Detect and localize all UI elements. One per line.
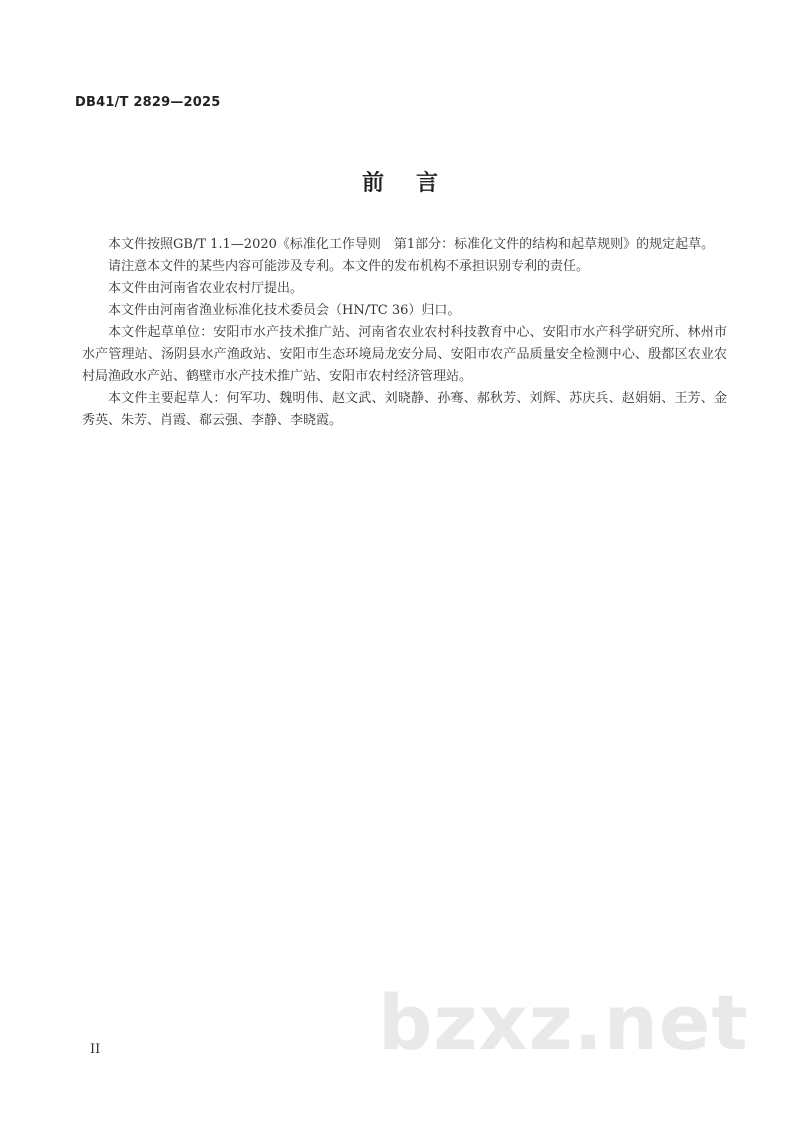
page-number: II [90,1042,101,1057]
foreword-body [82,234,727,432]
paragraph-drafters: 本文件主要起草人：何军功、魏明伟、赵文武、刘晓静、孙骞、郝秋芳、刘辉、苏庆兵、赵娟娟、王芳、金秀英、朱芳、肖霞、郗云强、李静、李晓霞。 [82,391,727,428]
paragraph-drafting-rules: 本文件按照GB/T 1.1—2020《标准化工作导则 第1部分：标准化文件的结构和起草规则》的规定起草。 [108,237,715,252]
watermark-logo: bzxz.net [378,978,749,1067]
title-char-2: 言 [416,171,439,196]
paragraph-drafting-units: 本文件起草单位：安阳市水产技术推广站、河南省农业农村科技教育中心、安阳市水产科学研究所、林州市水产管理站、汤阴县水产渔政站、安阳市生态环境局龙安分局、安阳市农产品质量安全检测中心、殷都区农业农村局渔政水产站、鹤壁市水产技术推广站、安阳市农村经济管理站。 [82,325,727,384]
page-title [0,166,800,197]
title-char-1: 前 [361,171,384,196]
document-code: DB41/T 2829—2025 [75,95,221,110]
paragraph-patent-notice: 请注意本文件的某些内容可能涉及专利。本文件的发布机构不承担识别专利的责任。 [108,259,590,274]
paragraph-proposer: 本文件由河南省农业农村厅提出。 [108,281,304,296]
paragraph-technical-committee: 本文件由河南省渔业标准化技术委员会（HN/TC 36）归口。 [108,303,461,318]
